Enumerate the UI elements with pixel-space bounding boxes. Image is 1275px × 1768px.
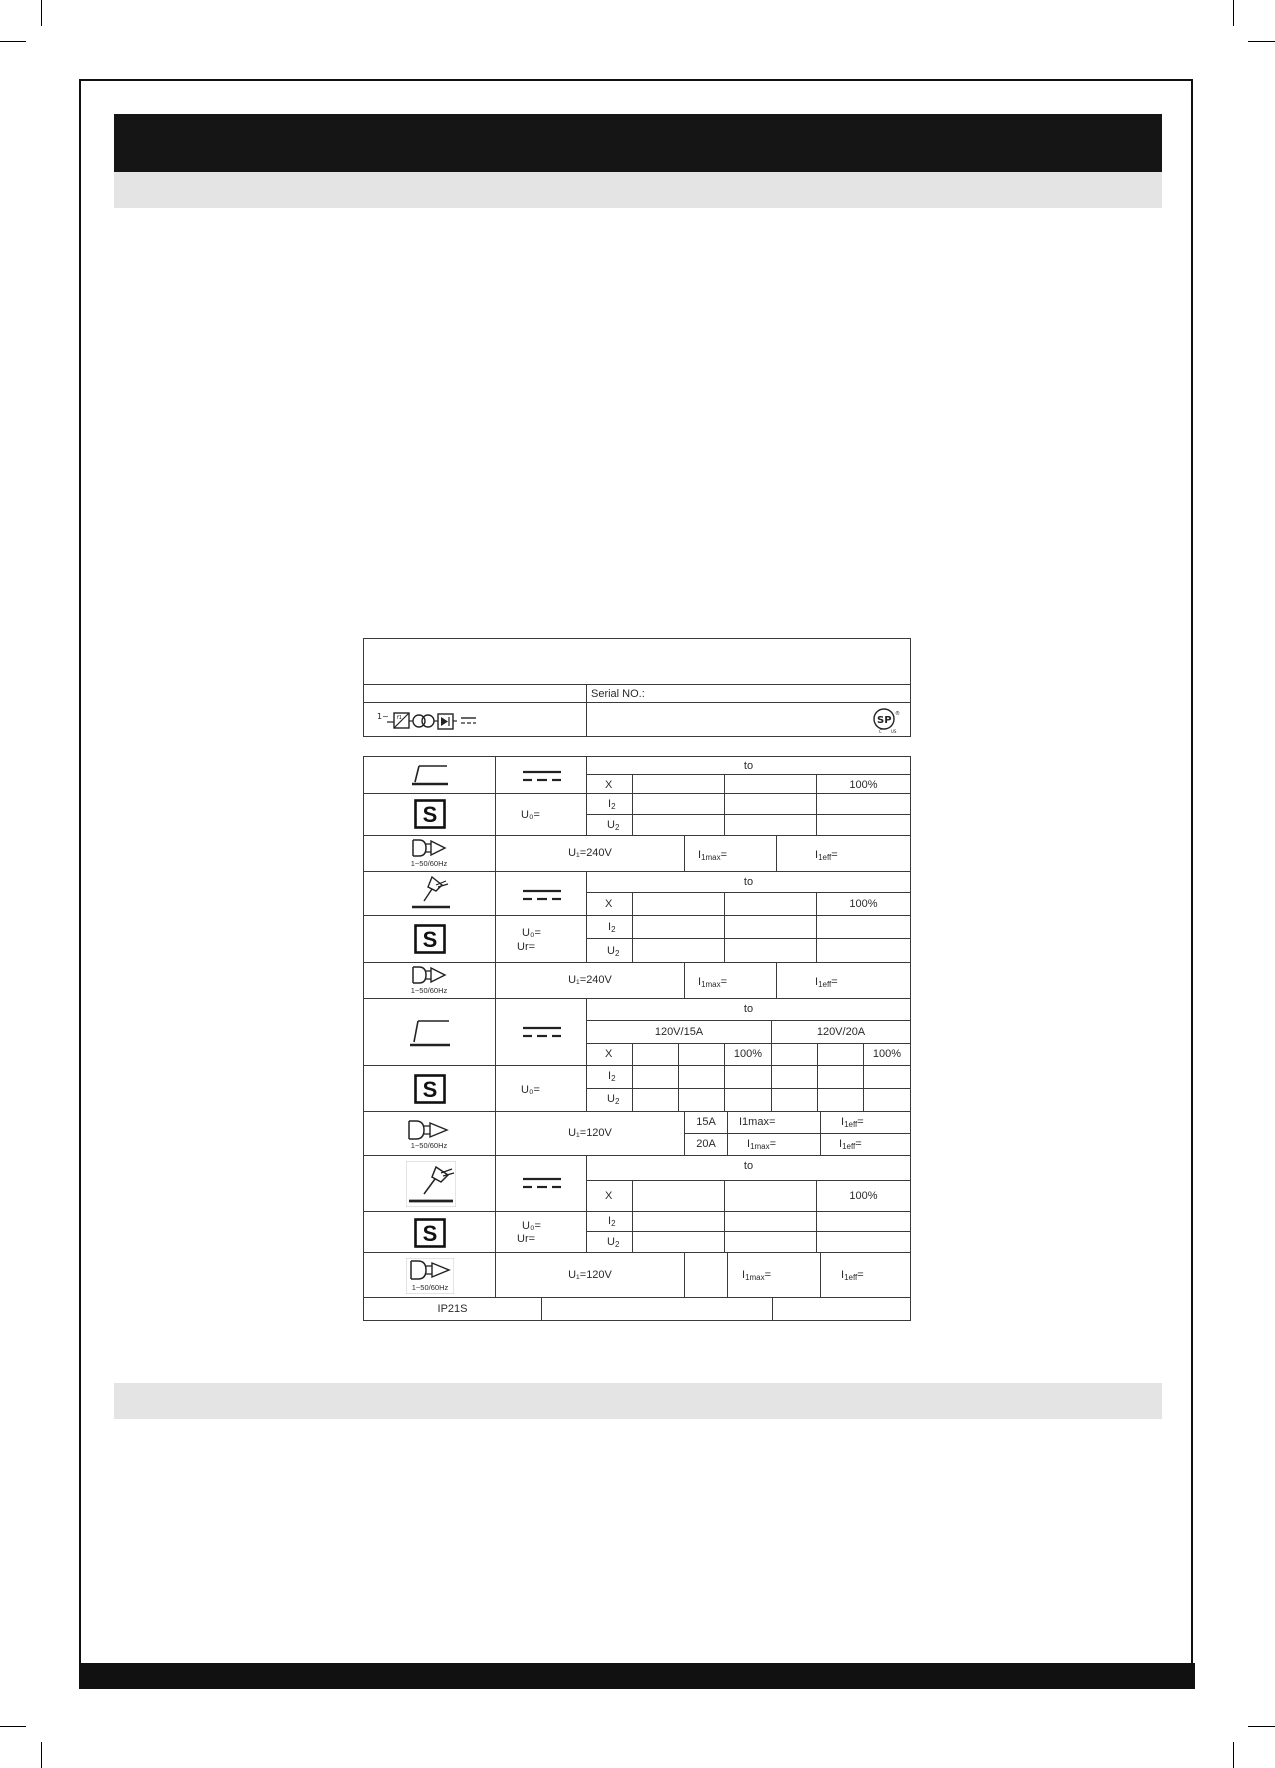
electrode-holder-icon bbox=[410, 875, 452, 911]
crop-mark bbox=[0, 41, 26, 42]
output-current-cell bbox=[771, 1065, 818, 1089]
output-current-cell bbox=[863, 1065, 911, 1089]
no-load-voltage-label: U₀= bbox=[521, 809, 540, 821]
range-to-label: to bbox=[743, 876, 754, 888]
output-voltage-cell bbox=[724, 1088, 772, 1112]
output-current-cell bbox=[724, 1065, 772, 1089]
s-hazard-symbol-icon bbox=[414, 799, 446, 829]
effective-input-current-cell bbox=[776, 835, 911, 872]
dc-current-icon bbox=[523, 1025, 561, 1039]
no-load-voltage-cell bbox=[495, 915, 587, 963]
output-voltage-cell bbox=[678, 1088, 725, 1112]
svg-text:SP: SP bbox=[877, 715, 892, 726]
supply-rating-15a: 120V/15A bbox=[654, 1026, 704, 1038]
output-current-cell bbox=[678, 1065, 725, 1089]
s-hazard-symbol-icon bbox=[414, 1074, 446, 1104]
no-load-voltage-label: U₀= bbox=[521, 1084, 540, 1096]
output-current-label: $I_2$ bbox=[608, 921, 616, 934]
duty-cycle-cell bbox=[632, 1180, 725, 1212]
input-plug-icon bbox=[411, 965, 449, 985]
output-voltage-cell bbox=[724, 1231, 817, 1253]
effective-input-current-cell bbox=[776, 962, 911, 999]
output-current-cell bbox=[816, 793, 911, 815]
section-heading-bar bbox=[114, 172, 1162, 208]
output-current-cell bbox=[632, 1065, 679, 1089]
plate-cell bbox=[541, 1297, 773, 1321]
mig-torch-icon bbox=[411, 762, 449, 788]
output-voltage-cell bbox=[724, 938, 817, 963]
output-voltage-cell bbox=[816, 1231, 911, 1253]
effective-input-current-label: $I_{1eff}=$ bbox=[841, 1116, 864, 1129]
output-voltage-label: $U_2$ bbox=[607, 1093, 620, 1106]
s-hazard-symbol-icon bbox=[414, 924, 446, 954]
input-frequency-label: 1~50/60Hz bbox=[410, 859, 448, 868]
output-voltage-label: $U_2$ bbox=[607, 819, 620, 832]
svg-text:US: US bbox=[891, 729, 897, 734]
dc-current-icon bbox=[523, 769, 561, 783]
mig-torch-icon bbox=[409, 1015, 451, 1049]
output-voltage-cell bbox=[816, 814, 911, 836]
output-voltage-cell bbox=[724, 814, 817, 836]
duty-cycle-cell bbox=[632, 892, 725, 916]
svg-text:f1: f1 bbox=[397, 715, 402, 721]
input-frequency-label: 1~50/60Hz bbox=[410, 1141, 448, 1150]
certification-cell bbox=[586, 702, 911, 737]
duty-cycle-cell bbox=[632, 1043, 679, 1066]
no-load-voltage-cell bbox=[495, 793, 587, 836]
duty-cycle-cell bbox=[817, 1043, 864, 1066]
duty-cycle-100: 100% bbox=[849, 779, 878, 791]
breaker-rating-cell bbox=[684, 1252, 728, 1298]
effective-input-current-cell bbox=[820, 1111, 911, 1134]
output-current-cell bbox=[817, 1065, 864, 1089]
max-input-current-label: $I_{1max}=$ bbox=[698, 976, 728, 989]
effective-input-current-label: $I_{1eff}=$ bbox=[815, 849, 838, 862]
supply-rating-20a: 120V/20A bbox=[816, 1026, 866, 1038]
duty-cycle-label: X bbox=[605, 779, 613, 791]
duty-cycle-label: X bbox=[605, 898, 613, 910]
reduced-voltage-label: Ur= bbox=[517, 1233, 536, 1245]
duty-cycle-cell bbox=[771, 1043, 818, 1066]
output-voltage-cell bbox=[632, 938, 725, 963]
max-input-current-label: $I_{1max}=$ bbox=[747, 1138, 777, 1151]
output-current-label: $I_2$ bbox=[608, 798, 616, 811]
svg-text:S: S bbox=[422, 1221, 438, 1246]
output-voltage-cell bbox=[863, 1088, 911, 1112]
duty-cycle-cell bbox=[632, 774, 725, 794]
max-input-current-label: I1max= bbox=[739, 1116, 776, 1128]
input-frequency-label: 1~50/60Hz bbox=[411, 1283, 449, 1292]
crop-mark bbox=[1233, 1742, 1234, 1768]
duty-cycle-100: 100% bbox=[849, 1190, 878, 1202]
ip-rating-label: IP21S bbox=[437, 1303, 468, 1315]
input-voltage-240: U₁=240V bbox=[568, 847, 612, 859]
output-current-cell bbox=[816, 915, 911, 939]
s-hazard-symbol-icon bbox=[414, 1218, 446, 1248]
effective-input-current-label: $I_{1eff}=$ bbox=[815, 976, 838, 989]
no-load-voltage-label: U₀= bbox=[522, 1220, 541, 1232]
output-current-cell bbox=[632, 793, 725, 815]
crop-mark bbox=[0, 1726, 26, 1727]
crop-mark bbox=[1233, 0, 1234, 26]
dc-current-icon bbox=[523, 888, 561, 902]
input-frequency-label: 1~50/60Hz bbox=[410, 986, 448, 995]
input-voltage-240: U₁=240V bbox=[568, 974, 612, 986]
svg-text:S: S bbox=[422, 1077, 438, 1102]
duty-cycle-cell bbox=[724, 774, 817, 794]
plate-model-cell bbox=[363, 638, 911, 685]
duty-cycle-label: X bbox=[605, 1190, 613, 1202]
output-current-cell bbox=[724, 915, 817, 939]
no-load-voltage-cell bbox=[495, 1211, 587, 1253]
svg-text:®: ® bbox=[895, 711, 900, 717]
electrode-holder-icon bbox=[406, 1161, 456, 1207]
breaker-rating-20a: 20A bbox=[696, 1138, 716, 1150]
effective-input-current-cell bbox=[820, 1133, 911, 1156]
output-voltage-cell bbox=[632, 1088, 679, 1112]
max-input-current-label: $I_{1max}=$ bbox=[698, 849, 728, 862]
output-current-cell bbox=[724, 1211, 817, 1232]
plate-cell bbox=[363, 684, 587, 703]
dc-current-icon bbox=[523, 1176, 561, 1190]
breaker-rating-15a: 15A bbox=[696, 1116, 716, 1128]
certification-mark-icon bbox=[871, 705, 901, 735]
output-current-cell bbox=[632, 1211, 725, 1232]
chapter-header-bar bbox=[114, 114, 1162, 172]
max-input-current-label: $I_{1max}=$ bbox=[742, 1269, 772, 1282]
svg-text:S: S bbox=[422, 802, 438, 827]
effective-input-current-label: $I_{1eff}=$ bbox=[839, 1138, 862, 1151]
crop-mark bbox=[1248, 1726, 1275, 1727]
rating-plate bbox=[363, 638, 911, 1321]
output-current-cell bbox=[724, 793, 817, 815]
input-plug-icon bbox=[411, 838, 449, 858]
output-voltage-label: $U_2$ bbox=[607, 945, 620, 958]
output-current-label: $I_2$ bbox=[608, 1070, 616, 1083]
effective-input-current-label: $I_{1eff}=$ bbox=[841, 1269, 864, 1282]
range-to-label: to bbox=[743, 1003, 754, 1015]
duty-cycle-cell bbox=[724, 892, 817, 916]
range-to-label: to bbox=[743, 760, 754, 772]
range-to-label: to bbox=[743, 1160, 754, 1172]
output-voltage-label: $U_2$ bbox=[607, 1236, 620, 1249]
output-voltage-cell bbox=[632, 1231, 725, 1253]
output-voltage-cell bbox=[816, 938, 911, 963]
output-voltage-cell bbox=[632, 814, 725, 836]
duty-cycle-cell bbox=[678, 1043, 725, 1066]
output-voltage-cell bbox=[771, 1088, 818, 1112]
plate-cell bbox=[772, 1297, 911, 1321]
duty-cycle-100: 100% bbox=[849, 898, 878, 910]
svg-text:C: C bbox=[879, 729, 882, 734]
output-voltage-cell bbox=[817, 1088, 864, 1112]
duty-cycle-cell bbox=[724, 1180, 817, 1212]
output-current-cell bbox=[816, 1211, 911, 1232]
effective-input-current-cell bbox=[820, 1252, 911, 1298]
crop-mark bbox=[41, 0, 42, 26]
reduced-voltage-label: Ur= bbox=[517, 941, 536, 953]
no-load-voltage-label: U₀= bbox=[522, 927, 541, 939]
crop-mark bbox=[41, 1742, 42, 1768]
duty-cycle-label: X bbox=[605, 1048, 613, 1060]
input-voltage-120: U₁=120V bbox=[568, 1127, 612, 1139]
crop-mark bbox=[1248, 41, 1275, 42]
serial-number-label: Serial NO.: bbox=[591, 688, 645, 700]
output-current-cell bbox=[632, 915, 725, 939]
section-heading-bar bbox=[114, 1383, 1162, 1419]
duty-cycle-100: 100% bbox=[733, 1048, 763, 1060]
svg-text:S: S bbox=[422, 927, 438, 952]
input-voltage-120: U₁=120V bbox=[568, 1269, 612, 1281]
duty-cycle-100: 100% bbox=[872, 1048, 902, 1060]
no-load-voltage-cell bbox=[495, 1065, 587, 1112]
inverter-block-diagram-icon bbox=[377, 709, 489, 731]
input-plug-icon bbox=[407, 1119, 451, 1141]
output-current-label: $I_2$ bbox=[608, 1215, 616, 1228]
svg-text:1~: 1~ bbox=[377, 712, 389, 721]
footer-bar bbox=[79, 1663, 1195, 1689]
